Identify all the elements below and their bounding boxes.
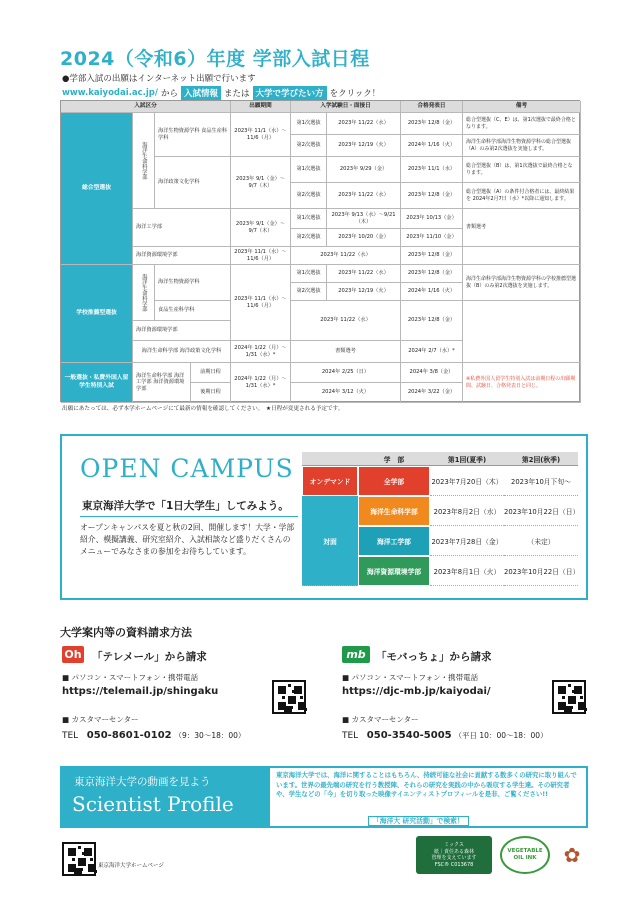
header-cell: 入試区分 <box>61 101 231 113</box>
mobatcho-url-link[interactable]: https://djc-mb.jp/kaiyodai/ <box>342 686 491 697</box>
second-date: （未定） <box>504 526 578 556</box>
application-period: 2023年 11/1（水）～11/6（月） <box>231 113 291 157</box>
intro-text: から <box>161 89 179 99</box>
scientist-profile-title: Scientist Profile <box>72 792 234 816</box>
selection-type: 第1次選抜 <box>291 265 327 283</box>
qr-code-icon <box>552 680 586 714</box>
dept-label: 海洋工学部 <box>133 209 231 247</box>
pass-date: 2023年 11/1（水） <box>401 157 463 183</box>
mobatcho-pc-label: ■ パソコン・スマートフォン・携帯電話 <box>342 673 479 682</box>
scientist-profile-banner <box>60 766 588 828</box>
pass-date: 2024年 2/7（水）* <box>401 341 463 363</box>
sub-dept-label: 海洋生物資源学科 <box>155 265 231 301</box>
category-suisen: 学校推薦型選抜 <box>61 265 133 363</box>
telemail-pc-label: ■ パソコン・スマートフォン・携帯電話 <box>62 673 199 682</box>
scientist-profile-caption: 東京海洋大学の動画を見よう <box>74 776 211 788</box>
category-sogo: 総合型選抜 <box>61 113 133 265</box>
open-campus-title: OPEN CAMPUS <box>80 454 294 483</box>
application-period: 2023年 9/1（金）～9/7（木） <box>231 157 291 209</box>
search-keyword: 「海洋大 研究活動」で検索！ <box>368 816 469 826</box>
study-link[interactable]: 大学で学びたい方 <box>253 86 327 100</box>
intro-text: または <box>224 89 250 99</box>
note-empty <box>463 247 581 265</box>
mobatcho-tel <box>342 730 548 741</box>
exam-date: 2023年 11/22（水） <box>291 247 401 265</box>
application-period: 2023年 11/1（水）～11/6（月） <box>231 265 291 341</box>
pass-date: 2023年 12/8（金） <box>401 183 463 209</box>
header-cell: 学 部 <box>358 452 430 466</box>
first-date: 2023年8月2日（水） <box>430 496 504 526</box>
pass-date: 2024年 1/16（火） <box>401 283 463 301</box>
dept-label: 海洋生命科学部 <box>133 265 155 321</box>
second-date: 2023年10月22日（日） <box>504 496 578 526</box>
exam-date: 2023年 12/19（火） <box>327 135 401 157</box>
nyushi-info-link[interactable]: 入試情報 <box>181 86 221 100</box>
note: ※私費外国人留学生特別入試は前期日程の出願期間、試験日、合格発表日と同じ。 <box>463 363 581 403</box>
ondemand-label: オンデマンド <box>302 466 358 496</box>
open-campus-box <box>60 434 588 600</box>
header-cell: 入学試験日・面接日 <box>291 101 401 113</box>
dept-label: 海洋資源環境学部 <box>133 321 231 341</box>
exam-date: 2024年 2/25（日） <box>291 363 401 383</box>
fsc-text: 紙｜責任ある森林 <box>433 848 474 855</box>
exam-date: 2023年 11/22（水） <box>327 265 401 283</box>
dept-seimei: 海洋生命科学部 <box>358 496 430 526</box>
note: 総合型選抜（B）は、第1次選抜で最終合格となります。 <box>463 157 581 183</box>
scientist-profile-heading <box>60 766 266 828</box>
mobatcho-logo-icon: mb <box>342 646 370 663</box>
pass-date: 2024年 1/16（火） <box>401 135 463 157</box>
search-hint <box>368 815 469 825</box>
header-cell: 第1回(夏季) <box>430 452 504 466</box>
selection-type: 第2次選抜 <box>291 229 327 247</box>
note: 海洋生命科学部海洋生物資源学科の総合型選抜（A）のみ第2次選抜を実施します。 <box>463 135 581 157</box>
fsc-logo <box>416 836 492 874</box>
pass-date: 2023年 12/8（金） <box>401 247 463 265</box>
dept-label: 海洋生命科学部 <box>133 113 155 209</box>
exam-date: 書類選考 <box>291 341 401 363</box>
note: 総合型選抜（C、E）は、第1次選抜で最終合格となります。 <box>463 113 581 135</box>
vegetable-oil-ink-logo: VEGETABLE OIL INK <box>500 836 550 874</box>
note: 総合型選抜（A）の条件付合格者には、最終結果を 2024年2月7日（水）*以降に通知します。 <box>463 183 581 209</box>
category-ippan: 一般選抜・私費外国人留学生特別入試 <box>61 363 133 403</box>
pass-date: 2023年 12/8（金） <box>401 265 463 283</box>
mobatcho-center-label: ■ カスタマーセンター <box>342 715 419 724</box>
note-empty <box>463 301 581 363</box>
telemail-tel <box>62 730 245 741</box>
dept-label: 海洋資源環境学部 <box>133 247 231 265</box>
exam-date: 2023年 12/19（火） <box>327 283 401 301</box>
intro-link-line <box>62 86 380 100</box>
header-cell: 出願期間 <box>231 101 291 113</box>
selection-type: 第1次選抜 <box>291 157 327 183</box>
telemail-logo-icon: Oh <box>62 646 84 663</box>
exam-date: 2023年 10/20（金） <box>327 229 401 247</box>
sub-dept-label: 食品生産科学科 <box>155 301 231 321</box>
fsc-text: 管理を支えています <box>431 855 477 861</box>
sub-dept-label: 海洋政策文化学科 <box>155 157 231 209</box>
note: 海洋生命科学部海洋生物資源学科の学校推薦型選抜（B）のみ第2次選抜を実施します。 <box>463 265 581 301</box>
telemail-request: 「テレメール」から請求 <box>92 651 207 663</box>
dept-label: 海洋生命科学部 海洋工学部 海洋資源環境学部 <box>133 363 191 403</box>
tel-number: 050-3540-5005 <box>366 730 452 741</box>
exam-date: 2023年 9/13（水）～9/21（木） <box>327 209 401 229</box>
first-date: 2023年8月1日（火） <box>430 556 504 586</box>
intro-text: をクリック！ <box>329 89 381 99</box>
tel-hours: （平日 10：00～18：00） <box>454 731 548 740</box>
tel-label: TEL <box>62 731 79 741</box>
tel-hours: （9：30～18：00） <box>174 731 246 740</box>
sub-dept-label: 海洋生物資源学科 食品生産科学科 <box>155 113 231 157</box>
selection-type: 第2次選抜 <box>291 283 327 301</box>
application-period: 2023年 11/1（水）～11/6（月） <box>231 247 291 265</box>
application-period: 2024年 1/22（月）～1/31（水）* <box>231 363 291 403</box>
header-cell: 合格発表日 <box>401 101 463 113</box>
pass-date: 2023年 11/10（金） <box>401 229 463 247</box>
exam-date: 2023年 11/22（水） <box>327 113 401 135</box>
tel-label: TEL <box>342 731 359 741</box>
qr-code-icon <box>62 842 96 876</box>
exam-date: 2023年 11/22（水） <box>291 301 401 341</box>
dept-shigen: 海洋資源環境学部 <box>358 556 430 586</box>
first-date: 2023年7月20日（木） <box>430 466 504 496</box>
taimen-label: 対面 <box>302 496 358 586</box>
pass-date: 2023年 12/8（金） <box>401 113 463 135</box>
pass-date: 2024年 3/22（金） <box>401 383 463 403</box>
divider <box>80 516 298 517</box>
exam-date: 2024年 3/12（火） <box>291 383 401 403</box>
open-campus-table <box>302 452 578 586</box>
application-period: 2023年 9/1（金）～9/7（木） <box>231 209 291 247</box>
pass-date: 2023年 12/8（金） <box>401 301 463 341</box>
fsc-code: FSC® C013678 <box>434 861 474 868</box>
second-date: 2023年10月22日（日） <box>504 556 578 586</box>
schedule-label: 前期日程 <box>191 363 231 383</box>
open-campus-description: オープンキャンパスを夏と秋の2回、開催します！大学・学部紹介、模擬講義、研究室紹介、入試相談など盛りだくさんのメニューでみなさまの参加をお待ちしています。 <box>80 523 295 557</box>
pass-date: 2023年 10/13（金） <box>401 209 463 229</box>
homepage-label: 東京海洋大学ホームページ <box>98 863 164 869</box>
open-campus-subtitle: 東京海洋大学で「1日大学生」してみよう。 <box>82 500 289 512</box>
selection-type: 第2次選抜 <box>291 135 327 157</box>
schedule-footnote: 出願にあたっては、必ず本学ホームページにて最新の情報を確認してください。 ★日程が変更される予定です。 <box>62 406 344 412</box>
first-date: 2023年7月28日（金） <box>430 526 504 556</box>
intro-line: ●学部入試の出願はインターネット出願で行います <box>62 74 256 84</box>
tel-number: 050-8601-0102 <box>86 730 172 741</box>
header-cell: 備考 <box>463 101 581 113</box>
header-cell: 第2回(秋季) <box>504 452 578 466</box>
scientist-profile-text: 東京海洋大学では、海洋に関することはもちろん、持続可能な社会に貢献する数多くの研究に取り組んでいます。世界の最先端の研究を行う教授陣、それらの研究を実践の中から吸収する学生達。その研究者や、学生などの「今」を切り取った映像サイエンティストプロフィールを是非、ご覧ください!! <box>276 771 577 799</box>
selection-type: 第2次選抜 <box>291 183 327 209</box>
qr-code-icon <box>272 680 306 714</box>
selection-type: 第1次選抜 <box>291 113 327 135</box>
page-title: 2024（令和6）年度 学部入試日程 <box>60 48 370 70</box>
selection-type: 第1次選抜 <box>291 209 327 229</box>
note: 書類選考 <box>463 209 581 247</box>
application-period: 2024年 1/22（月）～1/31（水）* <box>231 341 291 363</box>
second-date: 2023年10月下旬～ <box>504 466 578 496</box>
header-cell <box>302 452 358 466</box>
materials-title: 大学案内等の資料請求方法 <box>60 626 192 639</box>
scientist-profile-text-box <box>268 766 588 828</box>
dept-label: 海洋生命科学部 海洋政策文化学科 <box>133 341 231 363</box>
telemail-url-link[interactable]: https://telemail.jp/shingaku <box>62 686 219 697</box>
fsc-text: ミックス <box>444 842 464 848</box>
dept-kogaku: 海洋工学部 <box>358 526 430 556</box>
dept-all: 全学部 <box>358 466 430 496</box>
schedule-label: 後期日程 <box>191 383 231 403</box>
exam-date: 2023年 9/29（金） <box>327 157 401 183</box>
telemail-center-label: ■ カスタマーセンター <box>62 715 139 724</box>
bird-emblem-icon: ✿ <box>563 843 581 867</box>
pass-date: 2024年 3/8（金） <box>401 363 463 383</box>
schedule-table <box>60 100 580 402</box>
mobatcho-request: 「モバっちょ」から請求 <box>376 651 492 663</box>
exam-date: 2023年 11/22（水） <box>327 183 401 209</box>
site-url-link[interactable]: www.kaiyodai.ac.jp/ <box>62 88 158 98</box>
